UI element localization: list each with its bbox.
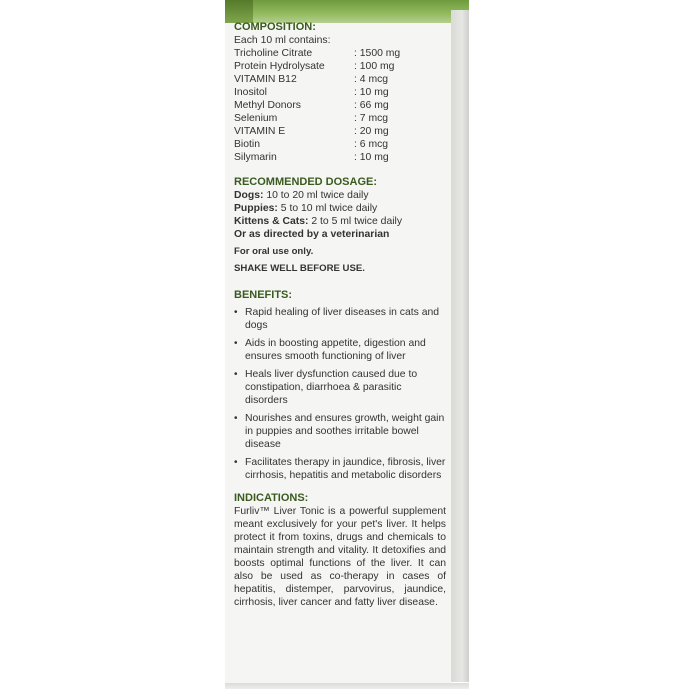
benefit-item	[234, 412, 446, 451]
dosage-line	[234, 215, 446, 228]
dosage-amount: 10 to 20 ml twice daily	[263, 190, 369, 201]
benefit-item	[234, 337, 446, 363]
top-green-band	[225, 0, 469, 23]
benefit-item	[234, 368, 446, 407]
composition-row	[234, 99, 446, 112]
benefits-heading: BENEFITS:	[234, 289, 293, 301]
dosage-amount: 5 to 10 ml twice daily	[277, 203, 378, 214]
ingredient-name: VITAMIN E	[234, 126, 286, 137]
benefit-text: Nourishes and ensures growth, weight gain in puppies and soothes irritable bowel disease	[245, 413, 445, 450]
ingredient-name: Selenium	[234, 113, 278, 124]
label-content	[234, 21, 446, 609]
composition-row	[234, 47, 446, 60]
ingredient-amount: : 20 mg	[354, 126, 389, 137]
ingredient-amount: : 100 mg	[354, 61, 395, 72]
indications-text: Furliv™ Liver Tonic is a powerful supplement meant exclusively for your pet's liver. It helps protect it from toxins, drugs and chemicals to maintain strength and vitality. It detoxifies and boosts optimal functions of the liver. It can also be used as co-therapy in cases of hepatitis, distemper, parvovirus, jaundice, cirrhosis, liver cancer and fatty liver disease.	[234, 506, 446, 608]
box-bottom-edge	[225, 683, 469, 689]
benefits-section	[234, 289, 446, 482]
composition-section	[234, 21, 446, 164]
composition-row	[234, 138, 446, 151]
oral-use-note: For oral use only.	[234, 246, 314, 257]
box-side-panel	[451, 10, 469, 682]
benefit-item	[234, 456, 446, 482]
vet-note: Or as directed by a veterinarian	[234, 229, 390, 240]
ingredient-amount: : 1500 mg	[354, 48, 401, 59]
ingredient-name: Methyl Donors	[234, 100, 301, 111]
product-box	[225, 0, 469, 700]
ingredient-name: Silymarin	[234, 152, 277, 163]
bullet-icon: •	[234, 338, 238, 349]
benefit-item	[234, 306, 446, 332]
ingredient-name: Protein Hydrolysate	[234, 61, 325, 72]
benefits-list	[234, 306, 446, 482]
composition-row	[234, 60, 446, 73]
indications-heading: INDICATIONS:	[234, 492, 309, 504]
composition-intro: Each 10 ml contains:	[234, 35, 331, 46]
dosage-line	[234, 189, 446, 202]
dosage-label: Dogs:	[234, 190, 264, 201]
ingredient-amount: : 10 mg	[354, 152, 389, 163]
ingredient-name: VITAMIN B12	[234, 74, 297, 85]
ingredient-amount: : 66 mg	[354, 100, 389, 111]
bullet-icon: •	[234, 413, 238, 424]
composition-row	[234, 86, 446, 99]
ingredient-amount: : 10 mg	[354, 87, 389, 98]
composition-row	[234, 151, 446, 164]
benefit-text: Rapid healing of liver diseases in cats and dogs	[245, 307, 440, 331]
dosage-amount: 2 to 5 ml twice daily	[308, 216, 403, 227]
composition-heading: COMPOSITION:	[234, 21, 316, 33]
composition-row	[234, 112, 446, 125]
ingredient-name: Inositol	[234, 87, 267, 98]
bullet-icon: •	[234, 457, 238, 468]
composition-row	[234, 125, 446, 138]
benefit-text: Heals liver dysfunction caused due to constipation, diarrhoea & parasitic disorders	[245, 369, 418, 406]
top-band-strip	[225, 0, 253, 23]
dosage-line	[234, 202, 446, 215]
ingredient-amount: : 7 mcg	[354, 113, 389, 124]
indications-section	[234, 492, 446, 609]
dosage-label: Puppies:	[234, 203, 278, 214]
dosage-section	[234, 176, 446, 275]
benefit-text: Facilitates therapy in jaundice, fibrosis, liver cirrhosis, hepatitis and metabolic disorders	[245, 457, 446, 481]
bullet-icon: •	[234, 307, 238, 318]
bullet-icon: •	[234, 369, 238, 380]
ingredient-amount: : 6 mcg	[354, 139, 389, 150]
ingredient-name: Biotin	[234, 139, 260, 150]
ingredient-name: Tricholine Citrate	[234, 48, 313, 59]
dosage-label: Kittens & Cats:	[234, 216, 309, 227]
composition-row	[234, 73, 446, 86]
shake-note: SHAKE WELL BEFORE USE.	[234, 263, 365, 274]
benefit-text: Aids in boosting appetite, digestion and ensures smooth functioning of liver	[245, 338, 426, 362]
ingredient-amount: : 4 mcg	[354, 74, 389, 85]
dosage-heading: RECOMMENDED DOSAGE:	[234, 176, 378, 188]
